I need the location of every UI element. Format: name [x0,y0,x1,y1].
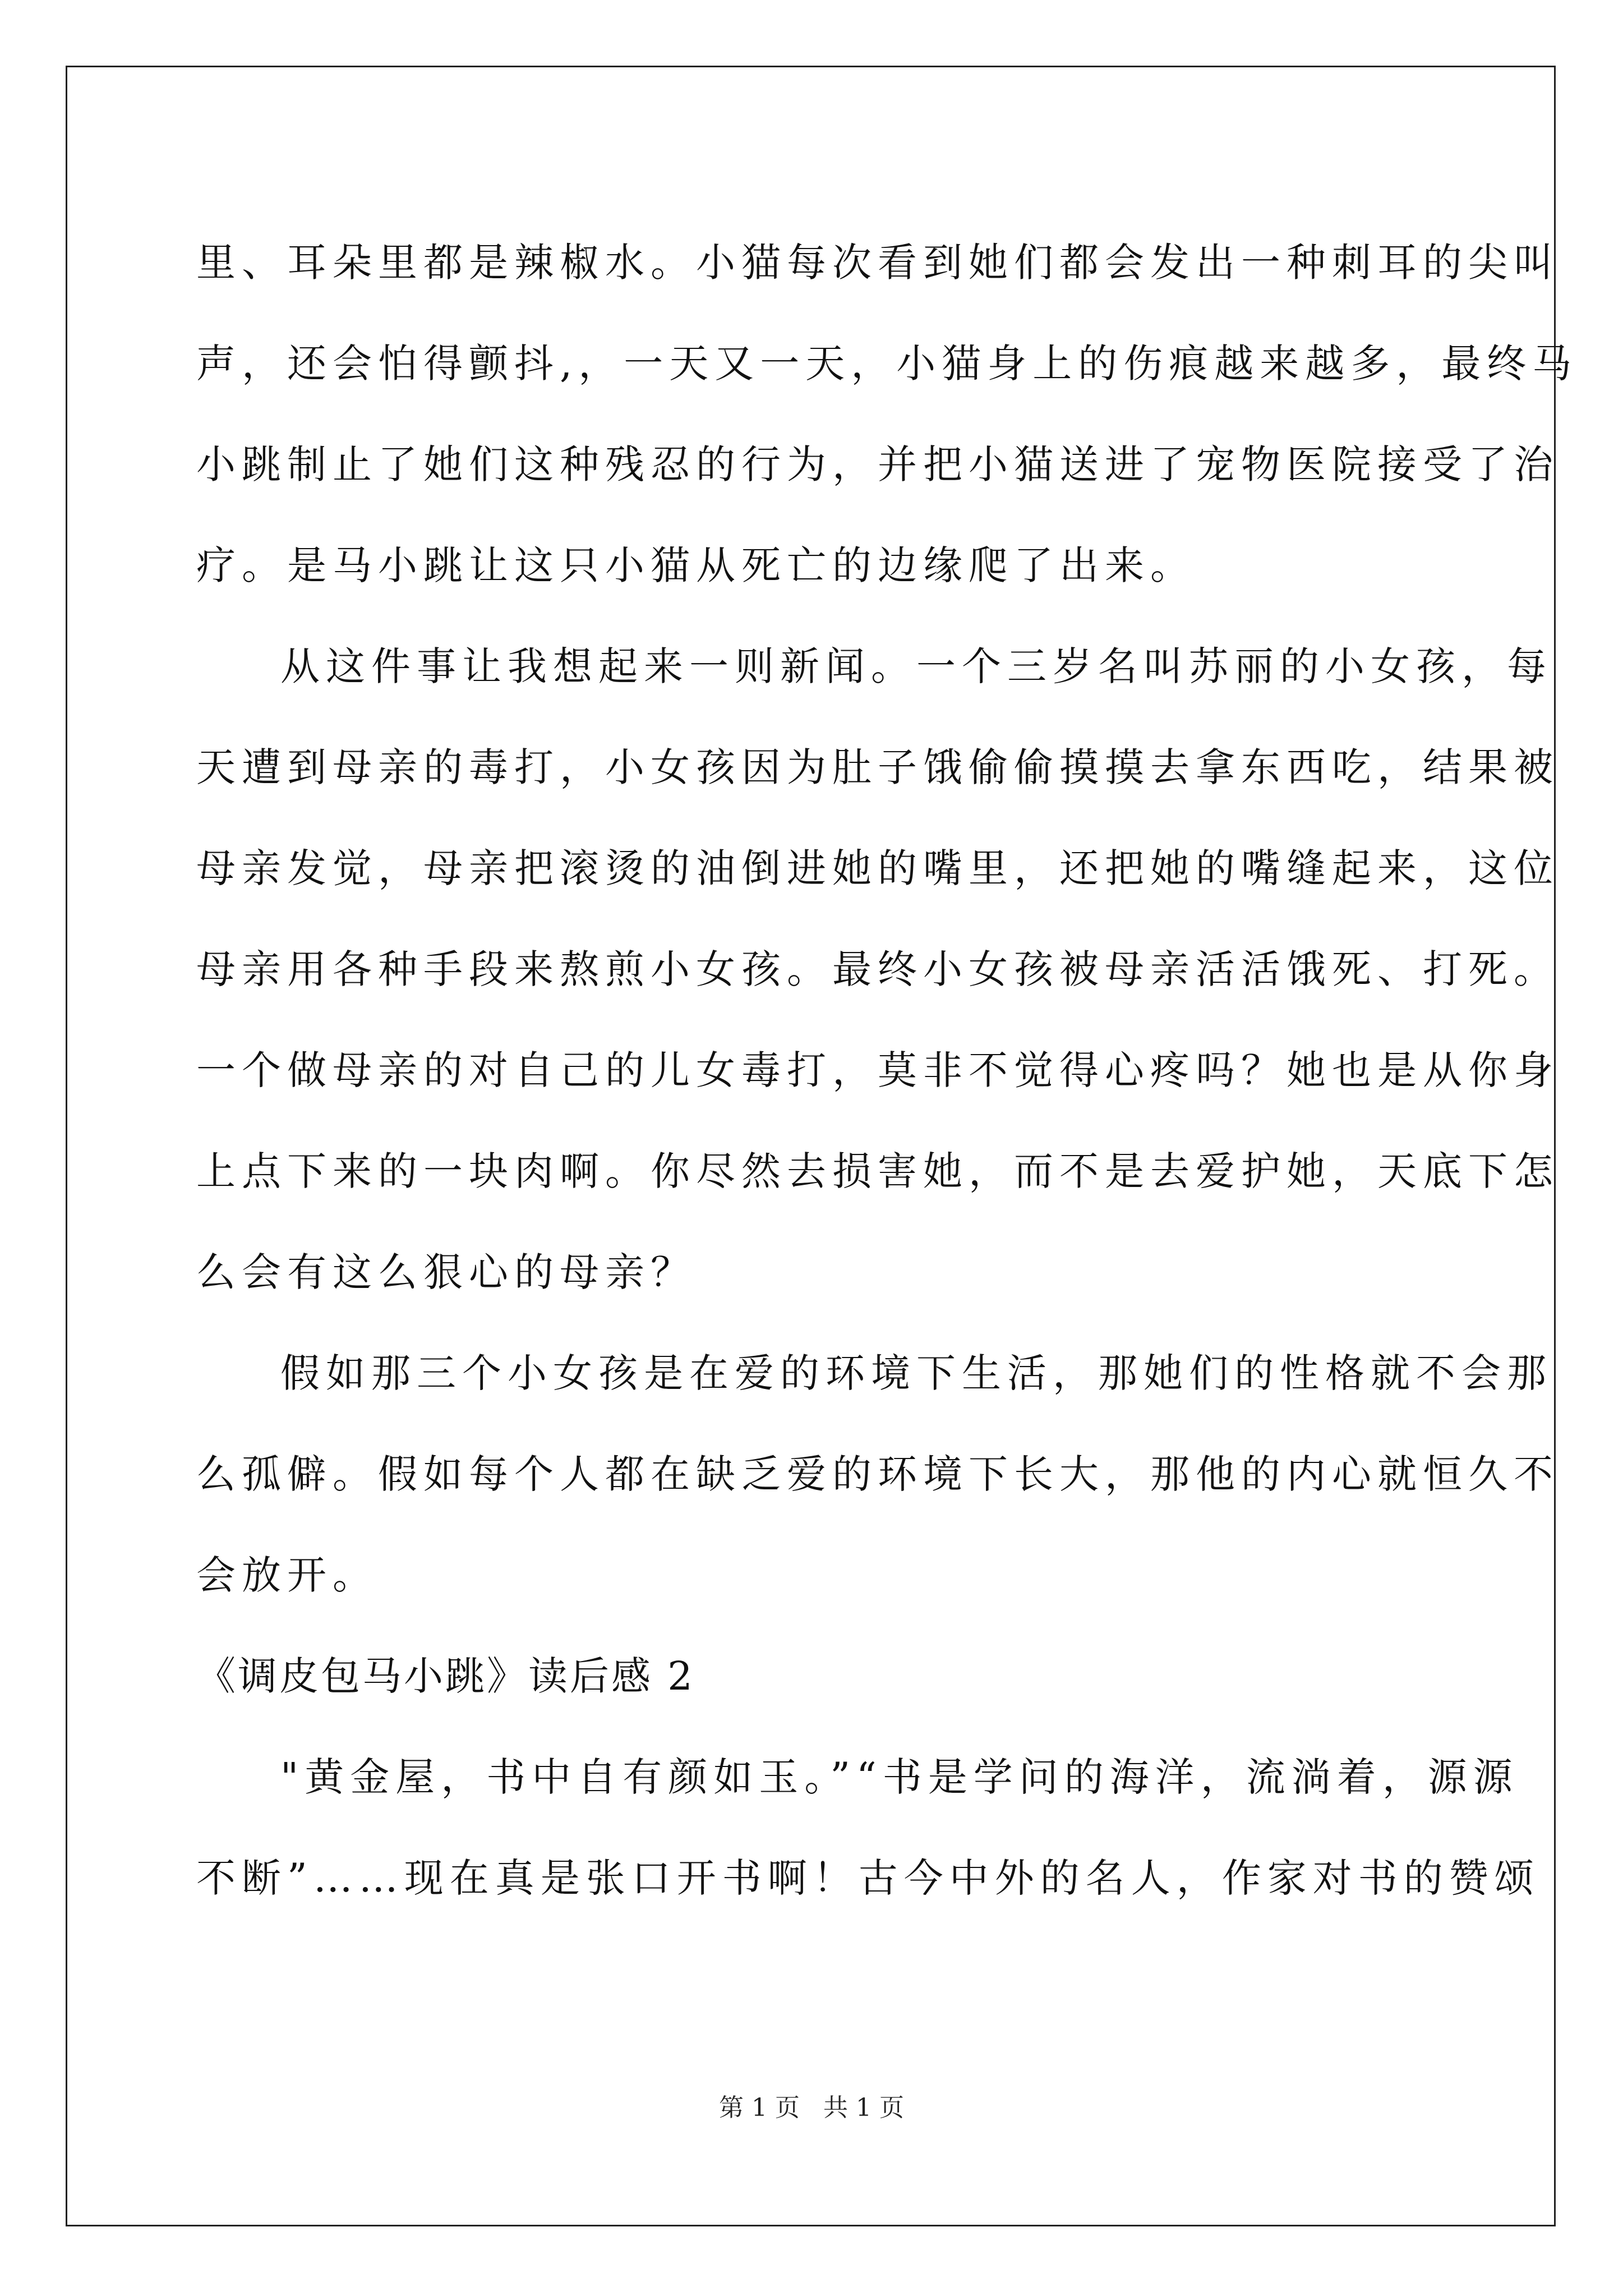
page-count: 共 1 页 [823,2093,904,2122]
text-line: 小跳制止了她们这种残忍的行为，并把小猫送进了宠物医院接受了治 [196,441,1559,487]
text-line: 么会有这么狠心的母亲？ [196,1249,696,1295]
paragraph-start-line: 从这件事让我想起来一则新闻。一个三岁名叫苏丽的小女孩，每 [280,643,1552,689]
text-line: 里、耳朵里都是辣椒水。小猫每次看到她们都会发出一种刺耳的尖叫 [196,240,1559,286]
page-footer [0,2091,1623,2125]
section-heading: 《调皮包马小跳》读后感 2 [196,1653,695,1699]
text-line: 么孤僻。假如每个人都在缺乏爱的环境下长大，那他的内心就恒久不 [196,1451,1559,1497]
text-line: 母亲发觉，母亲把滚烫的油倒进她的嘴里，还把她的嘴缝起来，这位 [196,845,1559,891]
text-line: 天遭到母亲的毒打，小女孩因为肚子饿偷偷摸摸去拿东西吃，结果被 [196,744,1559,790]
paragraph-start-line: 假如那三个小女孩是在爱的环境下生活，那她们的性格就不会那 [280,1350,1552,1396]
text-line: 上点下来的一块肉啊。你尽然去损害她，而不是去爱护她，天底下怎 [196,1148,1559,1194]
text-line: 不断”……现在真是张口开书啊！古今中外的名人，作家对书的赞颂 [196,1855,1540,1901]
text-line: 声，还会怕得颤抖,，一天又一天，小猫身上的伤痕越来越多，最终马 [196,341,1578,386]
text-line: 会放开。 [196,1552,378,1598]
text-line: 疗。是马小跳让这只小猫从死亡的边缘爬了出来。 [196,542,1196,588]
paragraph-start-line: "黄金屋，书中自有颜如玉。”“书是学问的海洋，流淌着，源源 [280,1754,1519,1800]
text-line: 母亲用各种手段来熬煎小女孩。最终小女孩被母亲活活饿死、打死。 [196,946,1559,992]
text-line: 一个做母亲的对自己的儿女毒打，莫非不觉得心疼吗？她也是从你身 [196,1047,1559,1093]
page-number: 第 1 页 [719,2093,800,2122]
document-body [196,212,1578,1929]
